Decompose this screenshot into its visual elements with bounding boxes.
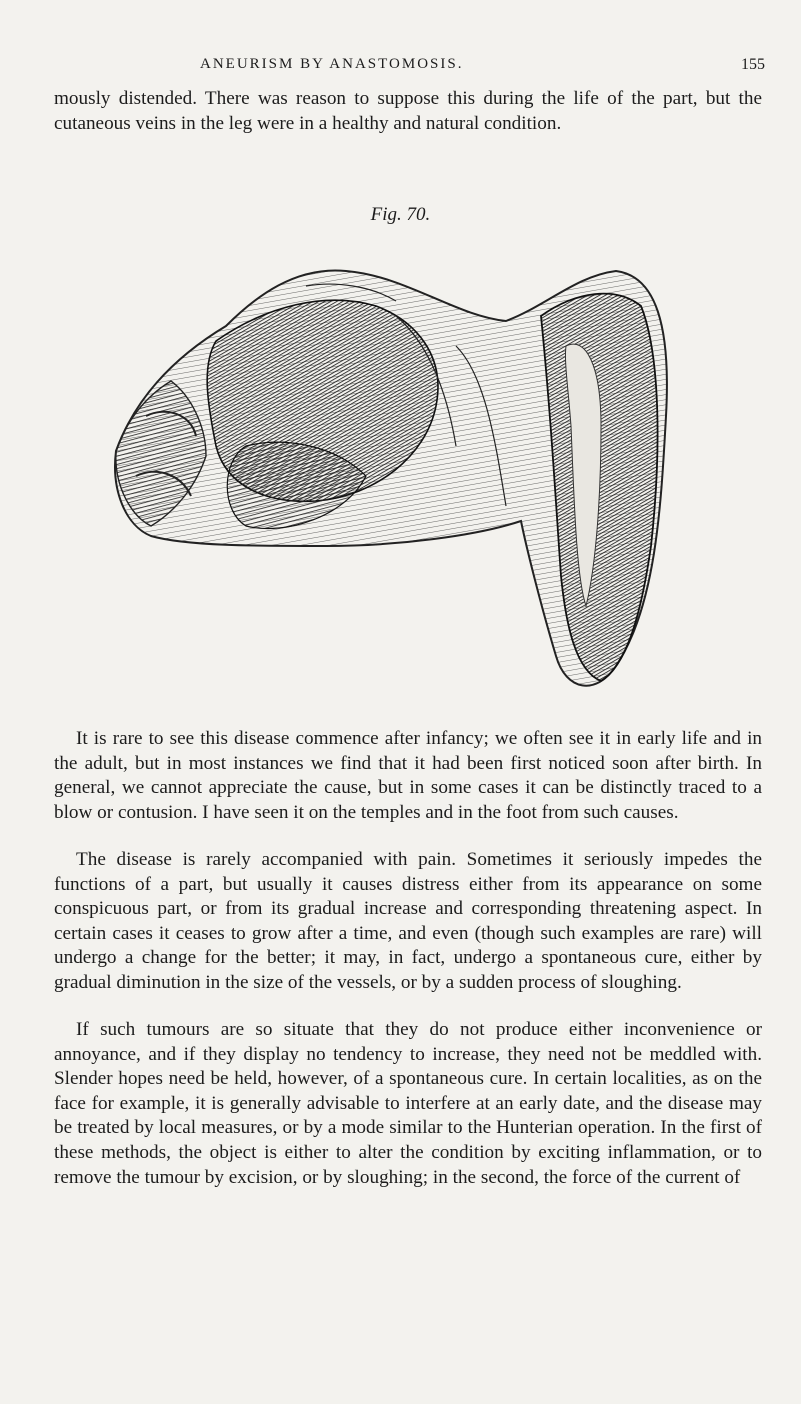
running-title: ANEURISM BY ANASTOMOSIS. <box>200 56 464 72</box>
paragraph: If such tumours are so situate that they do not produce either inconvenience or annoyance, and if they display no tendency to increase, they need not be meddled with. Slender hopes need be held, however, of a spontaneous cure. In certain localities, as on the face for example, it is generally advisable to interfere at an early date, and the disease may be treated by local measures, or by a mode similar to the Hunterian operation. In the first of these methods, the object is either to alter the condition by exciting inflammation, or to remove the tumour by excision, or by sloughing; in the second, the force of the current of <box>54 1019 762 1188</box>
foot-engraving-figure <box>96 246 682 696</box>
page-number: 155 <box>741 56 765 73</box>
figure-caption: Fig. 70. <box>370 204 431 225</box>
paragraph-continuation: mously distended. There was reason to suppose this during the life of the part, but the cutaneous veins in the leg were in a healthy and natural condition. <box>54 88 762 134</box>
paragraph: The disease is rarely accompanied with pain. Sometimes it seriously impedes the functions of a part, but usually it causes distress either from its appearance on some conspicuous part, or from its gradual increase and corresponding threatening aspect. In certain cases it ceases to grow after a time, and even (though such examples are rare) will undergo a change for the better; it may, in fact, undergo a spontaneous cure, either by gradual diminution in the size of the vessels, or by a sudden process of sloughing. <box>54 849 762 993</box>
paragraph: It is rare to see this disease commence after infancy; we often see it in early life and in the adult, but in most instances we find that it had been first noticed soon after birth. In general, we cannot appreciate the cause, but in some cases it can be distinctly traced to a blow or contusion. I have seen it on the temples and in the foot from such causes. <box>54 728 762 823</box>
running-header <box>0 56 801 80</box>
